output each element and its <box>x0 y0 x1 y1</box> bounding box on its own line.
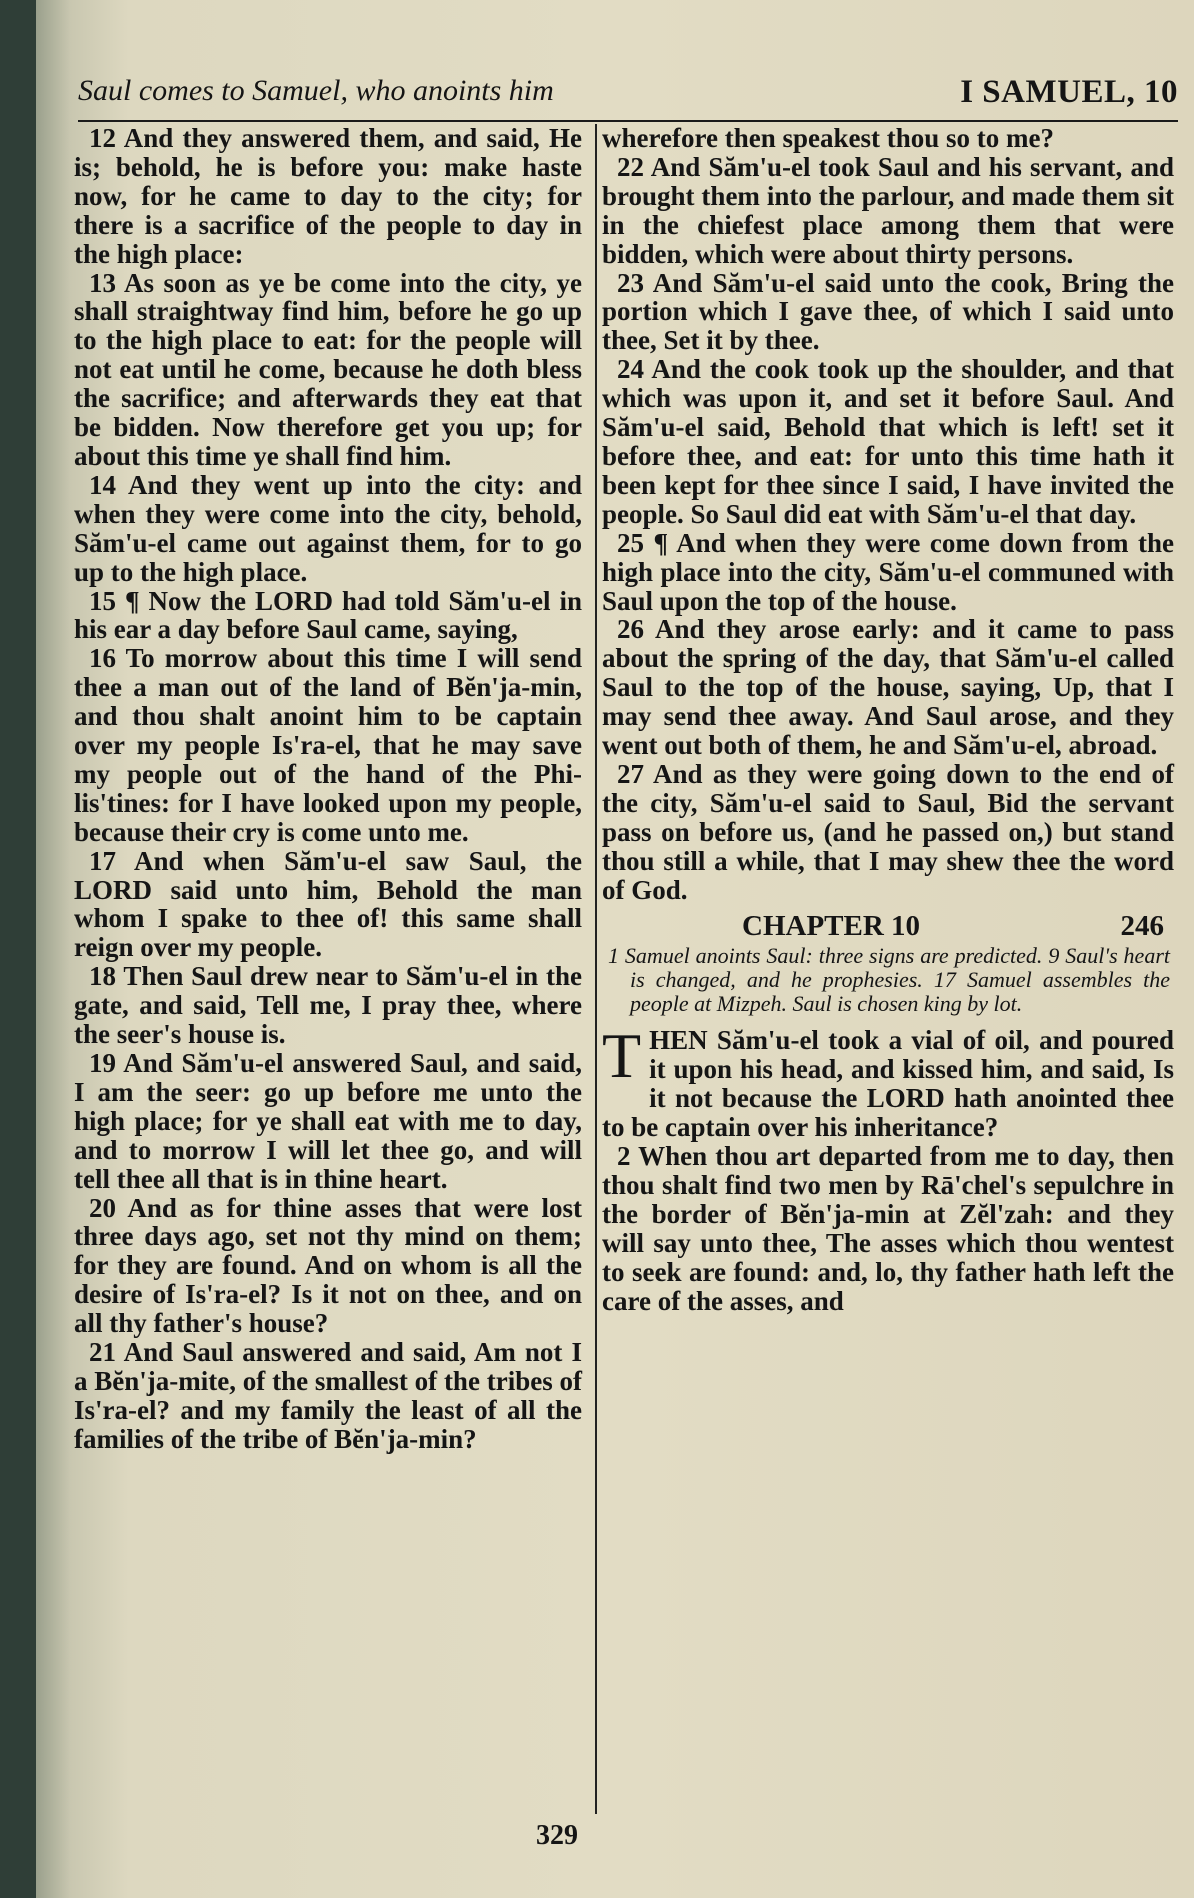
verse-24: 24 And the cook took up the shoulder, and that which was upon it, and set it before Saul. And Săm'u-el said, Behold that which is left! set it before thee, and eat: for unto this time hath it been kept for thee since I said, I have invited the people. So Saul did eat with Săm'u-el that day. <box>602 354 1174 529</box>
verse-27: 27 And as they were going down to the end of the city, Săm'u-el said to Saul, Bid the servant pass on before us, (and he passed on,) but stand thou still a while, that I may shew thee the word of God. <box>602 758 1174 905</box>
verse-18: 18 Then Saul drew near to Săm'u-el in the gate, and said, Tell me, I pray thee, where the seer's house is. <box>74 961 582 1050</box>
verse-26: 26 And they arose early: and it came to pass about the spring of the day, that Săm'u-el called Saul to the top of the house, saying, Up, that I may send thee away. And Saul arose, and they went out both of them, he and Săm'u-el, abroad. <box>602 614 1174 761</box>
bible-page <box>36 0 1194 1898</box>
chapter-heading <box>602 910 1174 942</box>
column-divider <box>595 124 597 1814</box>
chapter-10-verse-1 <box>602 1020 1174 1143</box>
chapter-reference-number: 246 <box>1120 910 1164 943</box>
verse-16: 16 To morrow about this time I will send thee a man out of the land of Bĕn'ja-min, and thou shalt anoint him to be captain over my people Is'ra-el, that he may save my people out of the hand of the Phi-lis'tines: for I have looked upon my people, because their cry is come unto me. <box>74 643 582 847</box>
verse-23: 23 And Săm'u-el said unto the cook, Bring the portion which I gave thee, of which I said unto thee, Set it by thee. <box>602 267 1174 356</box>
verse-13: 13 As soon as ye be come into the city, ye shall straightway find him, before he go up to the high place to eat: for the people will not eat until he come, because he doth bless the sacrifice; and afterwards they eat that be bidden. Now therefore get you up; for about this time ye shall find him. <box>74 267 582 471</box>
verse-25: 25 ¶ And when they were come down from the high place into the city, Săm'u-el communed with Saul upon the top of the house. <box>602 527 1174 616</box>
chapter-10-verse-2: 2 When thou art departed from me to day, then thou shalt find two men by Rā'chel's sepulchre in the border of Bĕn'ja-min at Zĕl'zah: and they will say unto thee, The asses which thou wentest to seek are found: and, lo, thy father hath left the care of the asses, and <box>602 1141 1174 1316</box>
verse-14: 14 And they went up into the city: and when they were come into the city, behold, Săm'u-el came out against them, for to go up to the high place. <box>74 469 582 587</box>
verse-1-text: HEN Săm'u-el took a vial of oil, and poured it upon his head, and kissed him, and said, Is it not because the LORD hath anointed thee to be captain over his inheritance? <box>602 1025 1174 1143</box>
verse-20: 20 And as for thine asses that were lost three days ago, set not thy mind on them; for they are found. And on whom is all the desire of Is'ra-el? Is it not on thee, and on all thy father's house? <box>74 1192 582 1339</box>
verse-19: 19 And Săm'u-el answered Saul, and said, I am the seer: go up before me unto the high place; for ye shall eat with me to day, and to morrow I will let thee go, and will tell thee all that is in thine heart. <box>74 1048 582 1194</box>
verse-21: 21 And Saul answered and said, Am not I a Bĕn'ja-mite, of the smallest of the tribes of Is'ra-el? and my family the least of all the families of the tribe of Bĕn'ja-min? <box>74 1337 582 1454</box>
verse-17: 17 And when Săm'u-el saw Saul, the LORD said unto him, Behold the man whom I spake to thee of! this same shall reign over my people. <box>74 845 582 963</box>
drop-cap: T <box>602 1020 642 1092</box>
right-column <box>602 124 1174 1316</box>
chapter-title: CHAPTER 10 <box>742 910 921 943</box>
verse-12: 12 And they answered them, and said, He is; behold, he is before you: make haste now, for he came to day to the city; for there is a sacrifice of the people to day in the high place: <box>74 123 582 269</box>
verse-15: 15 ¶ Now the LORD had told Săm'u-el in his ear a day before Saul came, saying, <box>74 585 582 645</box>
running-head <box>78 70 1178 122</box>
left-column <box>74 124 582 1454</box>
running-head-left: Saul comes to Samuel, who anoints him <box>78 74 554 107</box>
running-head-right: I SAMUEL, 10 <box>960 74 1178 110</box>
chapter-summary: 1 Samuel anoints Saul: three signs are predicted. 9 Saul's heart is changed, and he prophesies. 17 Samuel assembles the people at Mizpeh. Saul is chosen king by lot. <box>608 943 1170 1017</box>
page-number: 329 <box>536 1820 578 1851</box>
verse-22: 22 And Săm'u-el took Saul and his servant, and brought them into the parlour, and made them sit in the chiefest place among them that were bidden, which were about thirty persons. <box>602 151 1174 269</box>
verse-21-continuation: wherefore then speakest thou so to me? <box>602 123 1054 153</box>
